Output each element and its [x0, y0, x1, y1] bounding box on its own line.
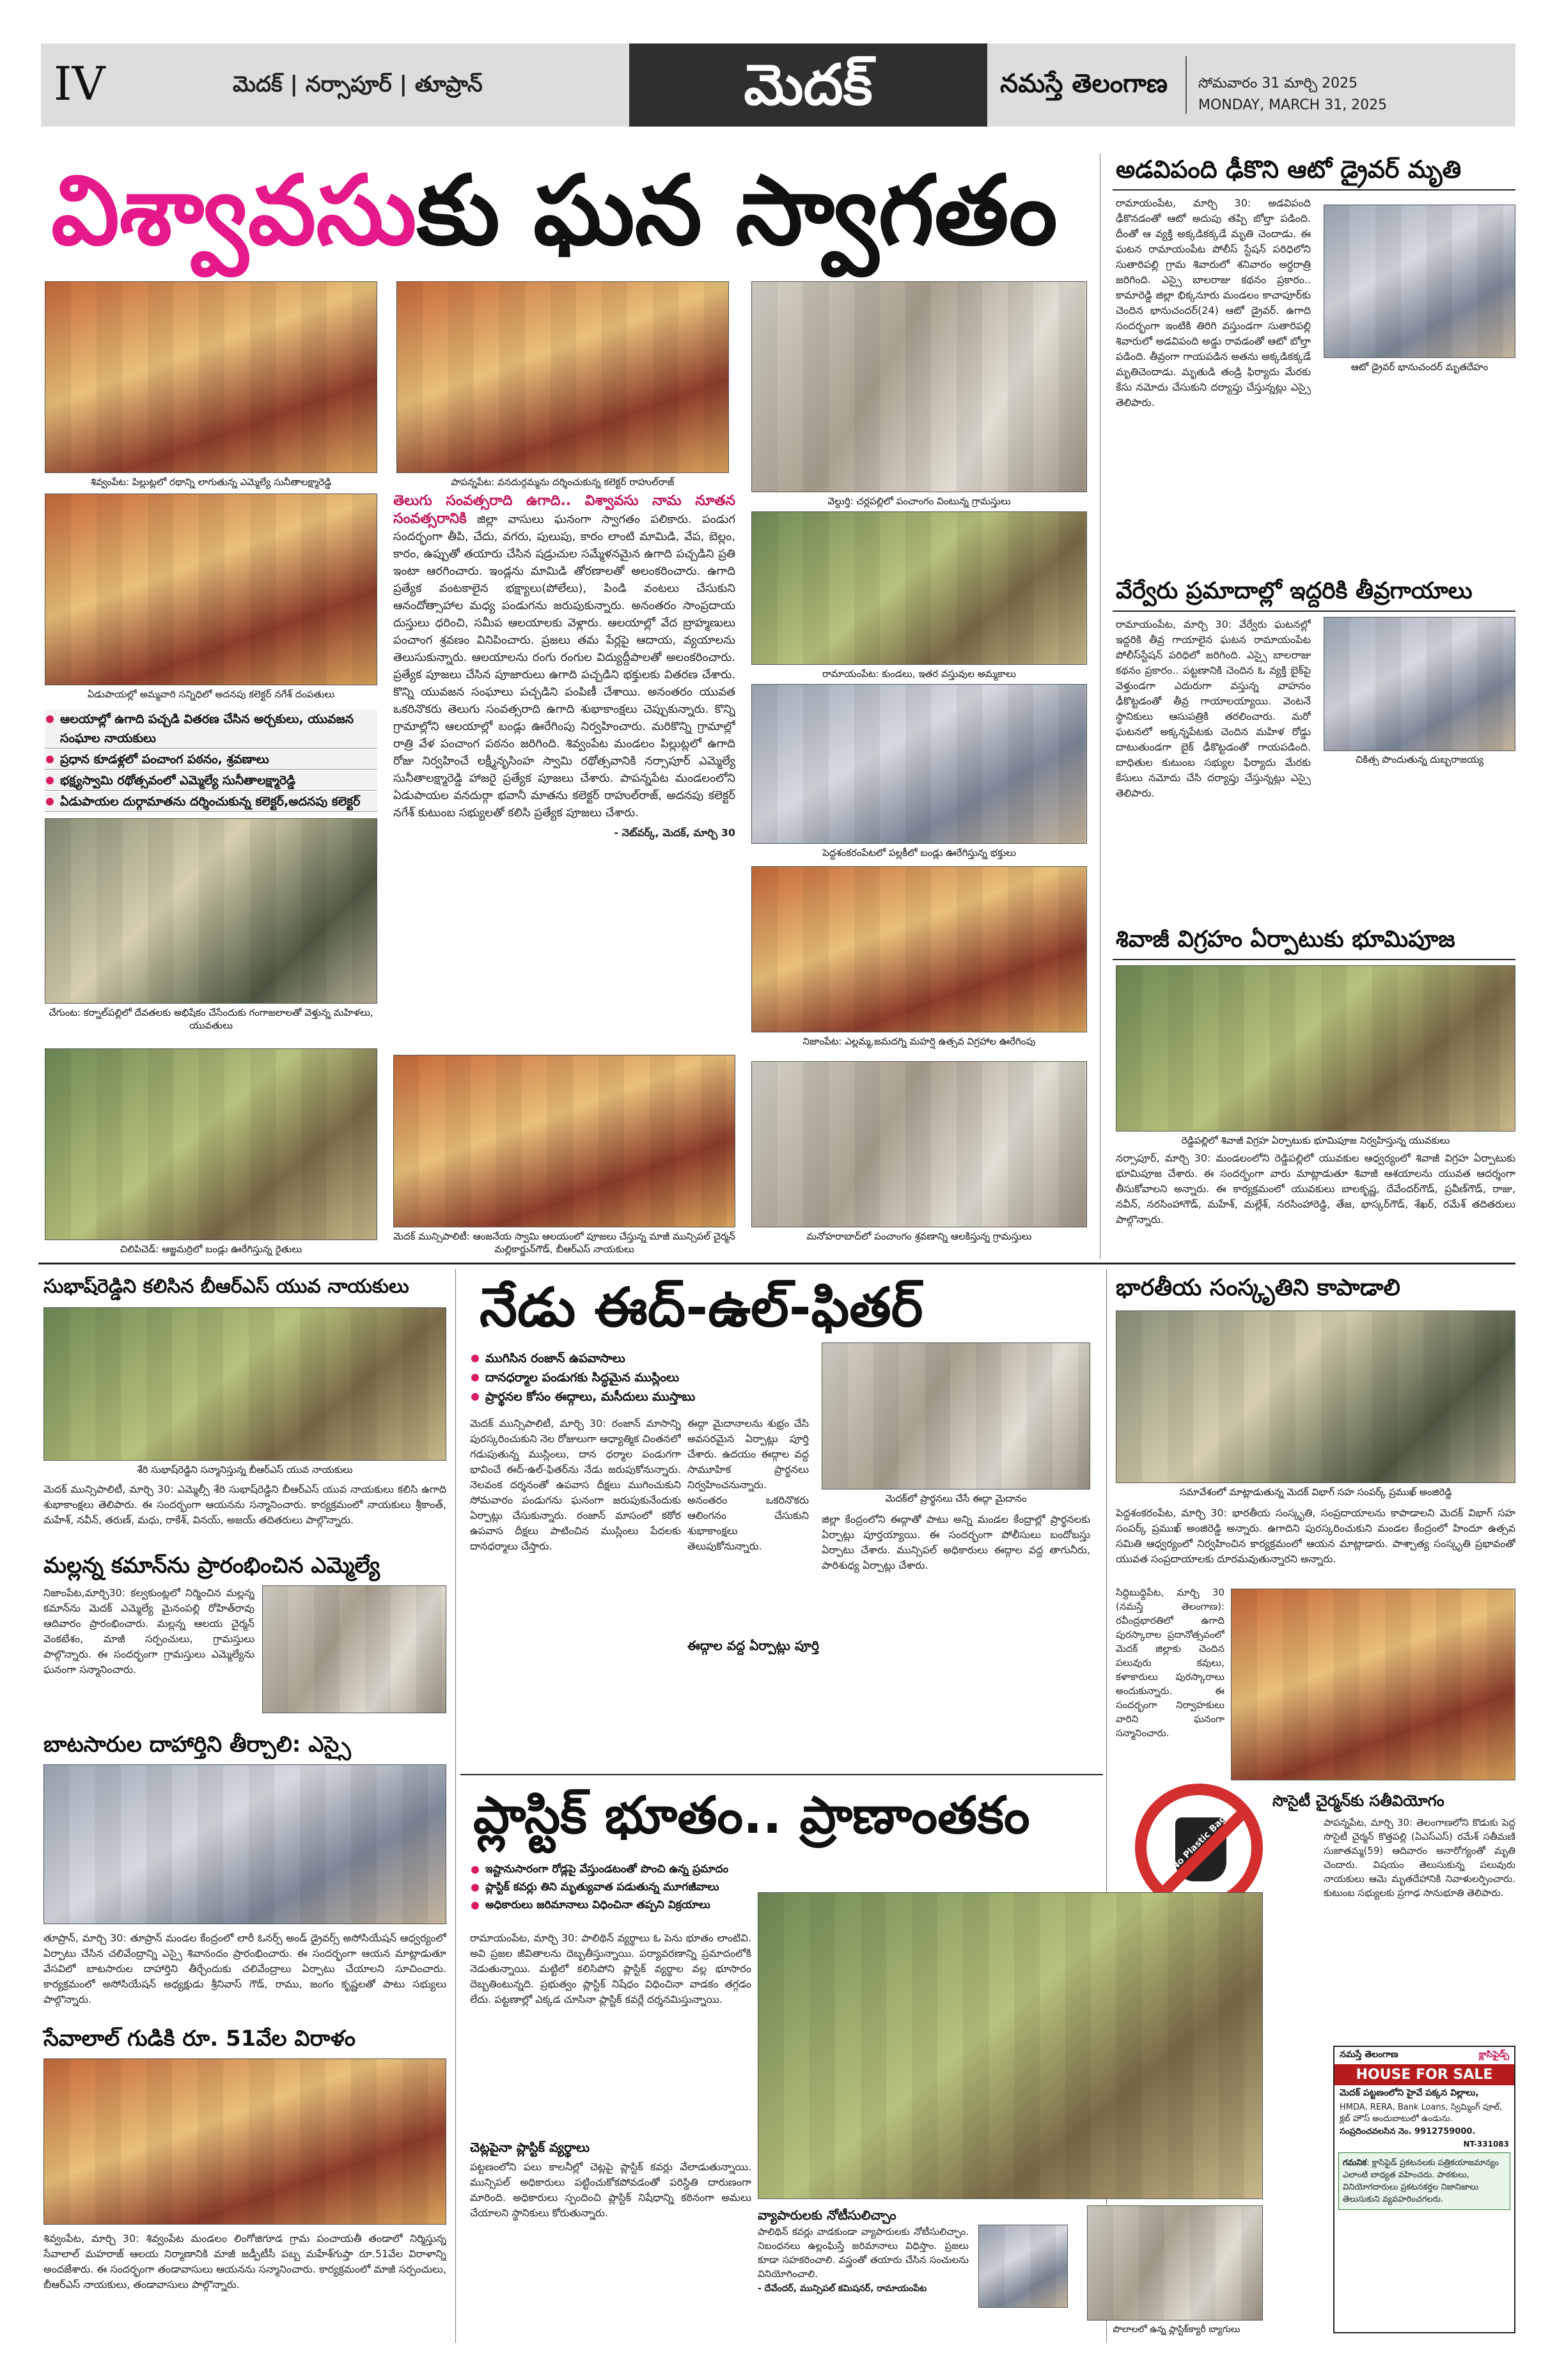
ad-notice-text: క్లాసిఫైడ్ ప్రకటనలకు పత్రికయాజమాన్యం ఎలాంటి బాధ్యత వహించదు. పాఠకులు, వినియోగదారులు ప్రకటనకర్తల నిజానిజాలు తెలుసుకుని వ్యవహరించగలరు. — [1343, 2158, 1499, 2204]
rule — [1113, 189, 1515, 191]
district-list: మెదక్ | నర్సాపూర్ | తూప్రాన్ — [233, 72, 483, 97]
lead-headline-pink: విశ్వావసు — [51, 155, 417, 267]
story-plastic-subhead: చెట్లపైనా ప్లాస్టిక్ వ్యర్థాలు — [470, 2140, 590, 2155]
story-awards-body: సిద్దిబుధ్దిపేట, మార్చి 30 (నమస్తే తెలంగాణ): రవీంద్రభారతిలో ఉగాది పురస్కారాల ప్రదానోత్సవంలో మెదక్ జిల్లాకు చెందిన పలువురు కవులు, కళాకారులు పురస్కారాలు అందుకున్నారు. ఈ సందర్భంగా నిర్వాహకులు వారిని ఘనంగా సన్మానించారు. — [1116, 1587, 1224, 1739]
ad-code: NT-331083 — [1463, 2140, 1509, 2149]
story-mallanna-body: నిజాంపేట,మార్చి30: కల్వకుంట్లలో నిర్మించిన మల్లన్న కమాన్‌ను మెదక్ ఎమ్మెల్యే మైనంపల్లి రోహిత్‌రావు ఆదివారం ప్రారంభించారు. మల్లన్న ఆలయ చైర్మన్ వెంకటేశం, మాజీ సర్పంచులు, గ్రామస్తులు పాల్గొన్నారు. ఈ సందర్భంగా గ్రామస్తులు ఎమ్మెల్యేను ఘనంగా సన్మానించారు. — [43, 1587, 254, 1676]
photo-peddashankarampet — [751, 684, 1087, 844]
section-title-box — [629, 43, 987, 127]
caption-ramayampet: రామాయంపేట: కుండలు, ఇతర వస్తువుల అమ్మకాలు — [822, 668, 1016, 680]
story-shivaji-headline: శివాజీ విగ్రహం ఏర్పాటుకు భూమిపూజ — [1116, 926, 1455, 953]
caption-plastic-bags: పొలాలలో ఉన్న ప్లాస్టిక్‌క్యారీ బ్యాగులు — [1113, 2324, 1240, 2335]
photo-injured — [1324, 617, 1515, 751]
story-plastic-body2: పట్టణంలోని పలు కాలనీల్లో చెట్లపై ప్లాస్టిక్ కవర్లు వేలాడుతున్నాయి. మున్సిపల్ అధికారులు పట్టించుకోకపోవడంతో పరిస్థితి దారుణంగా మారింది. అధికారులు స్పందించి ప్లాస్టిక్ నిషేధాన్ని కఠినంగా అమలు చేయాలని స్థానికులు కోరుతున్నారు. — [470, 2161, 751, 2219]
rule — [1113, 959, 1515, 960]
photo-brs-youth — [43, 1307, 446, 1461]
photo-chalivendram — [43, 1764, 446, 1924]
photo-culture-meeting — [1116, 1311, 1515, 1483]
eid-bullets — [470, 1349, 815, 1406]
photo-charlapalli — [751, 281, 1087, 492]
photo-plastic-bags — [1087, 2205, 1263, 2321]
story-batasarula-headline: బాటసారుల దాహార్తిని తీర్చాలి: ఎస్సై — [43, 1732, 351, 1757]
caption-injured: చికిత్స పొందుతున్న దుబ్బరాజయ్య — [1355, 754, 1484, 765]
photo-ramayampet-pots — [751, 511, 1087, 665]
masthead — [41, 43, 1515, 127]
story-shivaji-body: నర్సాపూర్, మార్చి 30: మండలంలోని రెడ్డిపల్లిలో యువకుల ఆధ్వర్యంలో శివాజీ విగ్రహ ఏర్పాటుకు భూమిపూజ చేశారు. ఈ సందర్భంగా వారు మాట్లాడుతూ శివాజీ ఆశయాలను యువత ఆదర్శంగా తీసుకోవాలని అన్నారు. ఈ కార్యక్రమంలో యువకులు బాలకృష్ణ, దేవేందర్‌గౌడ్, ప్రవీణ్‌గౌడ్, రాజు, నవీన్, నరసింహాగౌడ్, మహేశ్, మల్లేశ్, నరసింహారెడ్డి, తేజ, భాస్కర్‌గౌడ్, శేఖర్, రమేశ్ తదితరులు పాల్గొన్నారు. — [1116, 1152, 1515, 1225]
lead-in: తెలుగు సంవత్సరాది ఉగాది.. విశ్వావసు నామ నూతన సంవత్సరానికి — [393, 493, 735, 527]
lead-dateline: - నెట్‌వర్క్, మెదక్, మార్చి 30 — [614, 827, 735, 839]
caption-edupayala: ఏడుపాయల్లో అమ్మవారి సన్నిధిలో అదనపు కలెక్టర్ నగేశ్ దంపతులు — [87, 688, 335, 700]
story-brs-headline: సుభాష్‌రెడ్డిని కలిసిన బీఆర్‌ఎస్ యువ నాయకులు — [43, 1275, 409, 1298]
paper-name: నమస్తే తెలంగాణ — [1000, 69, 1168, 98]
lead-headline-rest: కు ఘన స్వాగతం — [416, 155, 1058, 267]
ad-brand: నమస్తే తెలంగాణ — [1340, 2049, 1398, 2060]
caption-eidgah: మెదక్‌లో ప్రార్థనలు చేసే ఈద్గా మైదానం — [885, 1493, 1027, 1504]
lead-headline — [51, 153, 1058, 268]
section-title: మెదక్ — [744, 52, 873, 118]
photo-nizampet-procession — [751, 866, 1087, 1032]
notice-headline: వ్యాపారులకు నోటీసులిచ్చాం — [758, 2207, 896, 2223]
photo-mallanna-arch — [262, 1585, 446, 1713]
lead-bullets — [45, 710, 377, 813]
story-sevalal-body: శివ్వంపేట, మార్చి 30: శివ్వంపేట మండలం లింగోజిగూడ గ్రామ పంచాయతీ తండాలో నిర్మిస్తున్న సేవాలాల్ మహరాజ్ ఆలయ నిర్మాణానికి మాజీ జడ్పీటీసీ పబ్బ మహేశ్‌గుప్తా రూ.51వేల విరాళాన్ని అందజేశారు. ఈ సందర్భంగా తండావాసులు ఆయనను సన్మానించారు. కార్యక్రమంలో మాజీ సర్పంచులు, బీఆర్‌ఎస్ నాయకులు, తండావాసులు పాల్గొన్నారు. — [43, 2232, 446, 2291]
ad-brand-row — [1334, 2047, 1514, 2064]
story-brs-body: మెదక్ మున్సిపాలిటీ, మార్చి 30: ఎమ్మెల్సీ శేరి సుభాష్‌రెడ్డిని బీఆర్‌ఎస్ యువ నాయకులు కలిసి ఉగాది శుభాకాంక్షలు తెలిపారు. ఈ సందర్భంగా ఆయనను సన్మానించారు. కార్యక్రమంలో నాయకులు శ్రీకాంత్, మహేశ్, నవీన్, తరుణ్, మధు, రాకేశ్, వినయ్, అజయ్ తదితరులు పాల్గొన్నారు. — [43, 1483, 446, 1526]
lead-bullet: భక్ష్యస్వామి రథోత్సవంలో ఎమ్మెల్యే సునీతాలక్ష్మారెడ్డి — [45, 771, 377, 791]
caption-manoharabad: మనోహరాబాద్‌లో పంచాంగం శ్రవణాన్ని ఆలకిస్తున్న గ్రామస్తులు — [806, 1231, 1032, 1242]
photo-collector-temple — [396, 281, 729, 473]
eid-bullet: ప్రార్థనల కోసం ఈద్గాలు, మసీదులు ముస్తాబు — [470, 1387, 815, 1406]
classified-ad — [1333, 2046, 1515, 2333]
prohibition-slash — [1152, 1787, 1263, 1904]
plastic-bullet: ప్లాస్టిక్ కవర్లు తిని మృత్యువాత పడుతున్న మూగజీవాలు — [470, 1878, 771, 1896]
lead-body: జిల్లా వాసులు ఘనంగా స్వాగతం పలికారు. పండుగ సందర్భంగా తీపి, చేదు, వగరు, పులుపు, కారం లాంటి మామిడి, వేప, బెల్లం, కారం, ఉప్పుతో తయారు చేసిన షడ్రుచుల సమ్మేళనమైన ఉగాది పచ్చడిని ప్రతి ఇంటా ఆరగించారు. ఇండ్లను మామిడి తోరణాలతో అలంకరించారు. ఉగాది ప్రత్యేక వంటకాలైన భక్ష్యాలు(పోలేలు), పిండి వంటలు చేసుకుని ఆనందోత్సాహాల మధ్య పండుగను జరుపుకున్నారు. అనంతరం సాంప్రదాయ దుస్తులు ధరించి, సమీప ఆలయాలకు వెళ్లారు. ఆలయాల్లో వేద బ్రాహ్మణులు పంచాంగ శ్రవణం వినిపించారు. ప్రజలు తమ పేర్లపై ఆదాయ, వ్యయాలను తెలుసుకున్నారు. ఆలయాలను రంగు రంగుల విద్యుద్దీపాలతో అలంకరించారు. ప్రత్యేక పూజలు చేసిన పూజారులు ఉగాది పచ్చడిని భక్తులకు వితరణ చేశారు. కొన్ని యువజన సంఘాలు పచ్చడిని పంపిణీ చేశాయి. అనంతరం యువత ఒకరినొకరు తెలుగు సంవత్సరాది ఉగాది శుభాకాంక్షలు చెప్పుకున్నారు. కొన్ని గ్రామాల్లోని ఆలయాల్లో బండ్లు ఊరేగింపు నిర్వహించారు. మరికొన్ని గ్రామాల్లో రాత్రి వేళ పంచాంగ పఠనం జరిగింది. శివ్వంపేట మండలం పిల్లుట్లలో ఉగాది రోజు నిర్వహించే లక్ష్మీనృసింహ స్వామి రథోత్సవానికి నర్సాపూర్ ఎమ్మెల్యే సునీతాలక్ష్మారెడ్డి హాజరై ప్రత్యేక పూజలు చేశారు. పాపన్నపేట మండలంలోని ఏడుపాయల వనదుర్గా భవానీ మాతను కలెక్టర్ రాహుల్‌రాజ్, అదనపు కలెక్టర్ నగేశ్ కుటుంబ సభ్యులతో కలిసి ప్రత్యేక పూజలు చేశారు. — [393, 513, 735, 820]
plastic-bullet: ఇష్టానుసారంగా రోడ్లపై వేస్తుండటంతో పొంచి ఉన్న ప్రమాదం — [470, 1860, 771, 1878]
page-number: IV — [54, 57, 106, 111]
photo-pillutla-chariot — [45, 281, 377, 473]
caption-chilipiched: చిలిపిచెడ్: ఆజ్జమర్రిలో బండ్లు ఊరేగిస్తున్న రైతులు — [120, 1243, 302, 1255]
rule — [1113, 611, 1515, 612]
ad-contact: సంప్రదించవలసిన నెం. 9912759000. — [1340, 2127, 1476, 2136]
story-autodriver-headline: అడవిపంది ఢీకొని ఆటో డ్రైవర్ మృతి — [1116, 155, 1462, 183]
no-plastic-text: No Plastic Bags — [1170, 1810, 1232, 1872]
story-mallanna-headline: మల్లన్న కమాన్‌ను ప్రారంభించిన ఎమ్మెల్యే — [43, 1553, 380, 1578]
caption-anjaneya: మెదక్ మున్సిపాలిటీ: ఆంజనేయ స్వామి ఆలయంలో పూజలు చేస్తున్న మాజీ మున్సిపల్ చైర్మన్ మల్లికార్జున్‌గౌడ్, బీఆర్‌ఎస్ నాయకులు — [393, 1231, 735, 1255]
lead-bullet: ప్రధాన కూడళ్లలో పంచాంగ పఠనం, శ్రవణాలు — [45, 750, 377, 770]
eid-bullet: ముగిసిన రంజాన్ ఉపవాసాలు — [470, 1349, 815, 1368]
photo-chilipiched-carts — [45, 1048, 377, 1240]
story-sevalal-headline: సేవాలాల్ గుడికి రూ. 51వేల విరాళం — [43, 2026, 356, 2051]
story-plastic-body1: రామాయంపేట, మార్చి 30: పాలిథిన్ వ్యర్థాలు ఓ పెను భూతం లాంటివి. అవి ప్రజల జీవితాలను దెబ్బతీస్తున్నాయి. పర్యావరణాన్ని ప్రమాదంలోకి నెడుతున్నాయి. మట్టిలో కలిసిపోని ప్లాస్టిక్ వ్యర్థాల వల్ల భూసారం దెబ్బతింటున్నది. ప్రభుత్వం ప్లాస్టిక్ నిషేధం విధించినా వాడకం తగ్గడం లేదు. పట్టణాల్లో ఎక్కడ చూసినా ప్లాస్టిక్ కవర్లే దర్శనమిస్తున్నాయి. — [470, 1932, 751, 2005]
ad-title: HOUSE FOR SALE — [1334, 2064, 1514, 2085]
column-divider — [455, 1269, 456, 2343]
notice-signature: - దేవేందర్, మున్సిపల్ కమిషనర్, రామాయంపేట — [758, 2283, 927, 2294]
ad-line2: HMDA, RERA, Bank Loans, స్విమ్మింగ్ పూల్, క్లబ్ హౌస్ అందుబాటులో ఉండును. — [1340, 2103, 1503, 2124]
caption-autodriver: ఆటో డ్రైవర్ భానుచందర్ మృతదేహం — [1350, 361, 1489, 373]
story-eid-body3: జిల్లా కేంద్రంలోని ఈద్గాతో పాటు అన్ని మండల కేంద్రాల్లో ప్రార్థనలకు ఏర్పాట్లు పూర్తయ్యాయి. ఈ సందర్భంగా పోలీసులు బందోబస్తు ఏర్పాటు చేశారు. మున్సిపల్ అధికారులు ఈద్గాల వద్ద తాగునీరు, పారిశుధ్య ఏర్పాట్లు చేశారు. — [822, 1513, 1090, 1571]
story-autodriver-body: రామాయంపేట, మార్చి 30: అడవిపంది ఢీకొనడంతో ఆటో అదుపు తప్పి బోల్తా పడింది. దీంతో ఆ వ్యక్తి అక్కడికక్కడే మృతి చెందాడు. ఈ ఘటన రామాయంపేట పోలీస్ స్టేషన్ పరిధిలోని సుతారిపల్లి గ్రామ శివారులో శనివారం అర్ధరాత్రి జరిగింది. ఎస్సై బాలరాజు కథనం ప్రకారం.. కామారెడ్డి జిల్లా భిక్కనూరు మండలం కాచాపూర్‌కు చెందిన భానుచందర్(24) ఆటో డ్రైవర్. ఉగాది సందర్భంగా ఇంటికి తిరిగి వస్తుండగా సుతారిపల్లి శివారులో అడవిపంది అడ్డు రావడంతో ఆటో బోల్తా పడింది. తీవ్రంగా గాయపడిన అతను అక్కడికక్కడే మృతిచెందాడు. మృతుడి తండ్రి ఫిర్యాదు మేరకు కేసు నమోదు చేసుకుని దర్యాప్తు చేస్తున్నట్లు ఎస్సై తెలిపారు. — [1116, 197, 1311, 408]
notice-body: పాలిథిన్ కవర్లు వాడకుండా వ్యాపారులకు నోటీసులిచ్చాం. నిబంధనలు ఉల్లంఘిస్తే జరిమానాలు విధిస్తాం. ప్రజలు కూడా సహకరించాలి. వస్త్రంతో తయారు చేసిన సంచులను వినియోగించాలి. — [758, 2226, 969, 2280]
photo-commissioner — [978, 2225, 1068, 2308]
plastic-bullets — [470, 1860, 771, 1914]
date-english: MONDAY, MARCH 31, 2025 — [1198, 97, 1388, 113]
lead-bullet: ఏడుపాయల దుర్గామాతను దర్శించుకున్న కలెక్టర్,అదనపు కలెక్టర్ — [45, 792, 377, 812]
caption-brs: శేరి సుభాష్‌రెడ్డిని సన్మానిస్తున్న బీఆర్‌ఎస్ యువ నాయకులు — [137, 1464, 353, 1475]
photo-shivaji-bhoomipuja — [1116, 965, 1515, 1132]
caption-culture: సమావేశంలో మాట్లాడుతున్న మెదక్ విభాగ్ సహ సంపర్క్ ప్రముఖ్ అంజిరెడ్డి — [1179, 1486, 1452, 1498]
story-accidents-headline: వేర్వేరు ప్రమాదాల్లో ఇద్దరికి తీవ్రగాయాలు — [1116, 578, 1473, 604]
photo-plastic-tree — [758, 1892, 1263, 2199]
photo-anjaneya-temple — [393, 1055, 735, 1227]
photo-eidgah — [822, 1342, 1090, 1489]
caption-peddashankarampet: పెద్దశంకరంపేటలో పల్లకీలో బండ్లు ఊరేగిస్తున్న భక్తులు — [822, 847, 1016, 859]
photo-additional-collector — [45, 494, 377, 685]
story-society-body: పాపన్నపేట, మార్చి 30: తెలంగాణలోని కొడుకు పెద్ద సొసైటీ చైర్మన్ కొత్తపల్లి (ఏఎస్ఎస్) రమేశ్ సతీమణి సుజాతమ్మ(59) ఆదివారం అనారోగ్యంతో మృతి చెందారు. విషయం తెలుసుకున్న పలువురు నాయకులు ఆమె మృతదేహానికి నివాళులర్పించారు. కుటుంబ సభ్యులకు ప్రగాఢ సానుభూతి తెలిపారు. — [1324, 1817, 1515, 1899]
photo-manoharabad — [751, 1061, 1087, 1227]
story-accidents-body: రామాయంపేట, మార్చి 30: వేర్వేరు ఘటనల్లో ఇద్దరికి తీవ్ర గాయాలైన ఘటన రామాయంపేట పోలీస్‌స్టేషన్ పరిధిలో జరిగింది. ఎస్సై బాలరాజు కథనం ప్రకారం.. పట్టణానికి చెందిన ఓ వ్యక్తి బైక్‌పై వెళ్తుండగా ఎదురుగా వస్తున్న వాహనం ఢీకొట్టడంతో తీవ్ర గాయాలయ్యాయి. వెంటనే స్థానికులు ఆసుపత్రికి తరలించారు. మరో ఘటనలో అక్కన్నపేటకు చెందిన మహిళ రోడ్డు దాటుతుండగా బైక్ ఢీకొట్టడంతో గాయపడింది. బాధితుల కుటుంబ సభ్యుల ఫిర్యాదు మేరకు కేసులు నమోదు చేసి దర్యాప్తు చేస్తున్నట్లు ఎస్సై తెలిపారు. — [1116, 618, 1311, 799]
caption-shivaji: రెడ్డిపల్లిలో శివాజీ విగ్రహ ఏర్పాటుకు భూమిపూజ నిర్వహిస్తున్న యువకులు — [1181, 1135, 1450, 1146]
story-culture-body: పెద్దశంకరంపేట, మార్చి 30: భారతీయ సంస్కృతి, సంప్రదాయాలను కాపాడాలని మెదక్ విభాగ్ సహ సంపర్క్ ప్రముఖ్ అంజిరెడ్డి అన్నారు. ఉగాదిని పురస్కరించుకుని మండల కేంద్రంలో హిందూ ఉత్సవ సమితి ఆధ్వర్యంలో నిర్వహించిన కార్యక్రమంలో ఆయన మాట్లాడారు. పాశ్చాత్య సంస్కృతి ప్రభావంతో యువత సంప్రదాయాలకు దూరమవుతున్నారని అన్నారు. — [1116, 1507, 1515, 1565]
ad-notice-title: గమనిక — [1343, 2158, 1367, 2168]
photo-sevalal-donation — [43, 2058, 446, 2225]
plastic-bullet: అధికారులు జరిమానాలు విధించినా తప్పని విక్రయాలు — [470, 1896, 771, 1914]
story-eid-body2: ఈద్గా మైదానాలను శుభ్రం చేసి అవసరమైన ఏర్పాట్లు పూర్తి చేశారు. ఉదయం ఈద్గాల వద్ద సామూహిక ప్రార్థనలు నిర్వహించనున్నారు. అనంతరం ఒకరినొకరు ఆలింగనం చేసుకుని శుభాకాంక్షలు తెలుపుకోనున్నారు. — [687, 1417, 809, 1552]
story-plastic-headline: ప్లాస్టిక్ భూతం.. ప్రాణాంతకం — [473, 1785, 1030, 1845]
caption-collector: పాపన్నపేట: వనదుర్గమ్మను దర్శించుకున్న కలెక్టర్ రాహుల్‌రాజ్ — [451, 476, 675, 488]
caption-nizampet: నిజాంపేట: ఎల్లమ్మ,జమదగ్ని మహర్షి ఉత్సవ విగ్రహాల ఊరేగింపు — [802, 1036, 1036, 1047]
photo-autodriver — [1324, 205, 1515, 358]
ad-notice: గమనిక: క్లాసిఫైడ్ ప్రకటనలకు పత్రికయాజమాన్యం ఎలాంటి బాధ్యత వహించదు. పాఠకులు, వినియోగదారులు ప్రకటనకర్తల నిజానిజాలు తెలుసుకుని వ్యవహరించగలరు. — [1338, 2152, 1510, 2210]
ad-line1: మెదక్ పట్టణంలోని హైవే పక్కన విల్లాలు, — [1340, 2088, 1479, 2098]
story-culture-headline: భారతీయ సంస్కృతిని కాపాడాలి — [1116, 1275, 1400, 1301]
story-batasarula-body: తూప్రాన్, మార్చి 30: తూప్రాన్ మండల కేంద్రంలో లారీ ఓనర్స్ అండ్ డ్రైవర్స్ అసోసియేషన్ ఆధ్వర్యంలో ఏర్పాటు చేసిన చలివేంద్రాన్ని ఎస్సై శివానందం ప్రారంభించారు. ఈ సందర్భంగా ఆయన మాట్లాడుతూ వేసవిలో బాటసారుల దాహార్తిని తీర్చేందుకు చలివేంద్రాలు ఏర్పాటు చేయాలని సూచించారు. కార్యక్రమంలో అసోసియేషన్ అధ్యక్షుడు శ్రీనివాస్ గౌడ్, రాము, జంగం కృష్ణలతో పాటు సభ్యులు పాల్గొన్నారు. — [43, 1932, 446, 2005]
lead-bullet: ఆలయాల్లో ఉగాది పచ్చడి వితరణ చేసిన అర్చకులు, యువజన సంఘాల నాయకులు — [45, 710, 377, 749]
rule — [460, 1774, 1103, 1775]
eid-bullet: దానధర్మాల పండుగకు సిద్ధమైన ముస్లింలు — [470, 1368, 815, 1387]
photo-chegunta-women — [45, 818, 377, 1004]
caption-pillutla: శివ్వంపేట: పిల్లుట్లలో రథాన్ని లాగుతున్న ఎమ్మెల్యే సునీతాలక్ష్మారెడ్డి — [90, 476, 332, 488]
rule — [38, 1263, 1515, 1264]
story-society-headline: సొసైటీ చైర్మన్‌కు సతీవియోగం — [1272, 1792, 1444, 1810]
photo-awards — [1231, 1589, 1515, 1780]
caption-chegunta: చేగుంట: కర్నాల్‌పల్లిలో దేవతలకు అభిషేకం చేసేందుకు గంగాజలాలతో వెళ్తున్న మహిళలు, యువతులు — [49, 1007, 373, 1031]
story-eid-headline: నేడు ఈద్-ఉల్-ఫితర్ — [480, 1276, 923, 1339]
ad-label: క్లాసిఫైడ్స్ — [1478, 2049, 1509, 2060]
caption-charlapalli: వెల్దుర్తి: చర్లపల్లిలో పంచాంగం వింటున్న గ్రామస్తులు — [827, 495, 1011, 507]
masthead-divider — [1185, 56, 1187, 114]
lead-story — [393, 492, 735, 1048]
story-eid-subhead: ఈద్గాల వద్ద ఏర్పాట్లు పూర్తి — [687, 1638, 819, 1653]
story-eid-body1: మెదక్ మున్సిపాలిటీ, మార్చి 30: రంజాన్ మాసాన్ని పురస్కరించుకుని నెల రోజులుగా ఆధ్యాత్మిక చింతనలో గడుపుతున్న ముస్లింలు, దాన ధర్మాల పండుగగా భావించే ఈద్-ఉల్-ఫితర్‌ను నేడు జరుపుకోనున్నారు. నెలవంక దర్శనంతో ఉపవాస దీక్షలు ముగించుకుని సోమవారం పండుగను ఘనంగా జరుపుకునేందుకు ఏర్పాట్లు చేసుకున్నారు. రంజాన్ మాసంలో కఠోర ఉపవాస దీక్షలు పాటించిన ముస్లింలు పేదలకు దానధర్మాలు చేస్తారు. — [470, 1417, 681, 1552]
date-telugu: సోమవారం 31 మార్చి 2025 — [1198, 75, 1358, 91]
plastic-notice-box — [758, 2205, 1077, 2333]
